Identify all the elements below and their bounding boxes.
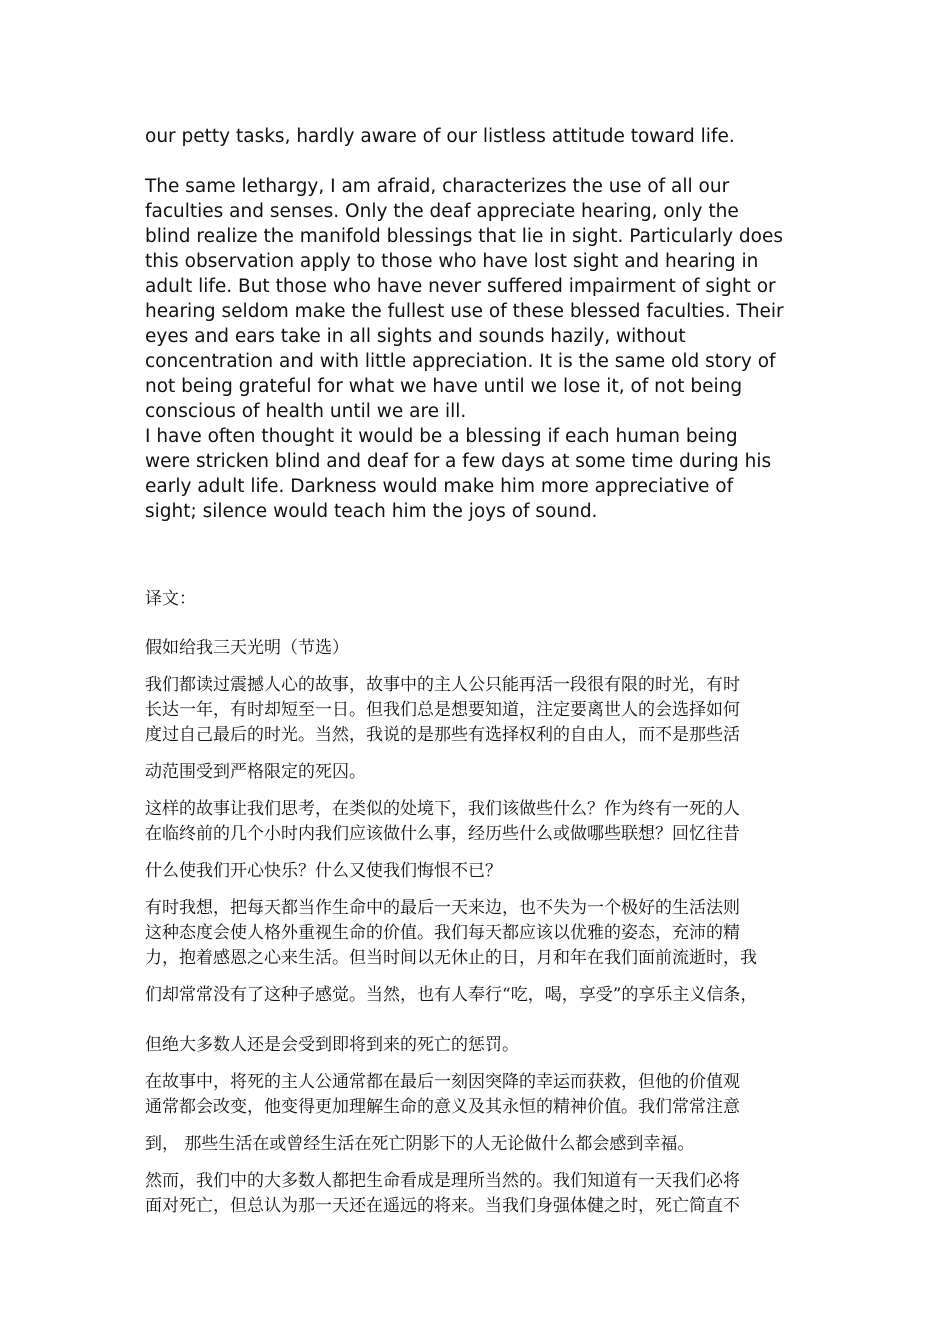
text-line: faculties and senses. Only the deaf appreciate hearing, only the [145,201,739,222]
text-line: early adult life. Darkness would make him more appreciative of [145,476,734,497]
text-line: 这样的故事让我们思考，在类似的处境下，我们该做些什么？作为终有一死的人 [145,799,740,819]
text-line: concentration and with little appreciation. It is the same old story of [145,351,776,372]
text-line: eyes and ears take in all sights and sounds hazily, without [145,326,686,347]
text-line: 到， 那些生活在或曾经生活在死亡阴影下的人无论做什么都会感到幸福。 [145,1134,695,1154]
text-line: 度过自己最后的时光。当然，我说的是那些有选择权利的自由人，而不是那些活 [145,725,740,745]
text-line: 力，抱着感恩之心来生活。但当时间以无休止的日，月和年在我们面前流逝时，我 [145,948,757,968]
translation-label: 译文： [145,589,196,609]
text-line: 我们都读过震撼人心的故事，故事中的主人公只能再活一段很有限的时光，有时 [145,675,740,695]
text-line: our petty tasks, hardly aware of our listless attitude toward life. [145,126,735,147]
chinese-paragraph-3-end [145,1033,825,1058]
text-line: blind realize the manifold blessings that lie in sight. Particularly does [145,226,783,247]
text-line: I have often thought it would be a blessing if each human being [145,426,738,447]
chinese-paragraph-5 [145,1169,825,1219]
text-line: were stricken blind and deaf for a few days at some time during his [145,451,772,472]
chinese-paragraph-3-cont [145,983,825,1008]
text-line: not being grateful for what we have until we lose it, of not being [145,376,743,397]
chinese-paragraph-2-end [145,859,825,884]
text-line: 这种态度会使人格外重视生命的价值。我们每天都应该以优雅的姿态，充沛的精 [145,923,740,943]
text-line: adult life. But those who have never suffered impairment of sight or [145,276,776,297]
text-line: 有时我想，把每天都当作生命中的最后一天来边，也不失为一个极好的生活法则 [145,898,740,918]
chinese-paragraph-2 [145,797,825,847]
text-line: this observation apply to those who have lost sight and hearing in [145,251,759,272]
text-line: 长达一年，有时却短至一日。但我们总是想要知道，注定要离世人的会选择如何 [145,700,740,720]
text-line: The same lethargy, I am afraid, characterizes the use of all our [145,176,730,197]
english-paragraph-2 [145,424,825,524]
chinese-paragraph-1 [145,673,825,748]
chinese-paragraph-4 [145,1070,825,1120]
chinese-paragraph-3 [145,896,825,971]
chinese-paragraph-4-end [145,1132,825,1157]
chinese-paragraph-1-end [145,760,825,785]
translation-title: 假如给我三天光明（节选） [145,638,349,658]
text-line: hearing seldom make the fullest use of these blessed faculties. Their [145,301,784,322]
text-line: 动范围受到严格限定的死囚。 [145,762,366,782]
text-line: 什么使我们开心快乐？什么又使我们悔恨不已？ [145,861,502,881]
text-line: 们却常常没有了这种子感觉。当然，也有人奉行“吃，喝，享受”的享乐主义信条， [145,985,758,1005]
english-paragraph-1 [145,174,825,424]
text-line: 在故事中，将死的主人公通常都在最后一刻因突降的幸运而获救，但他的价值观 [145,1072,740,1092]
text-line: 在临终前的几个小时内我们应该做什么事，经历些什么或做哪些联想？回忆往昔 [145,824,740,844]
text-line: conscious of health until we are ill. [145,401,467,422]
text-line: sight; silence would teach him the joys of sound. [145,501,598,522]
english-paragraph-0 [145,124,825,149]
text-line: 面对死亡，但总认为那一天还在遥远的将来。当我们身强体健之时，死亡简直不 [145,1196,740,1216]
text-line: 但绝大多数人还是会受到即将到来的死亡的惩罚。 [145,1035,519,1055]
text-line: 通常都会改变，他变得更加理解生命的意义及其永恒的精神价值。我们常常注意 [145,1097,740,1117]
text-line: 然而，我们中的大多数人都把生命看成是理所当然的。我们知道有一天我们必将 [145,1171,740,1191]
